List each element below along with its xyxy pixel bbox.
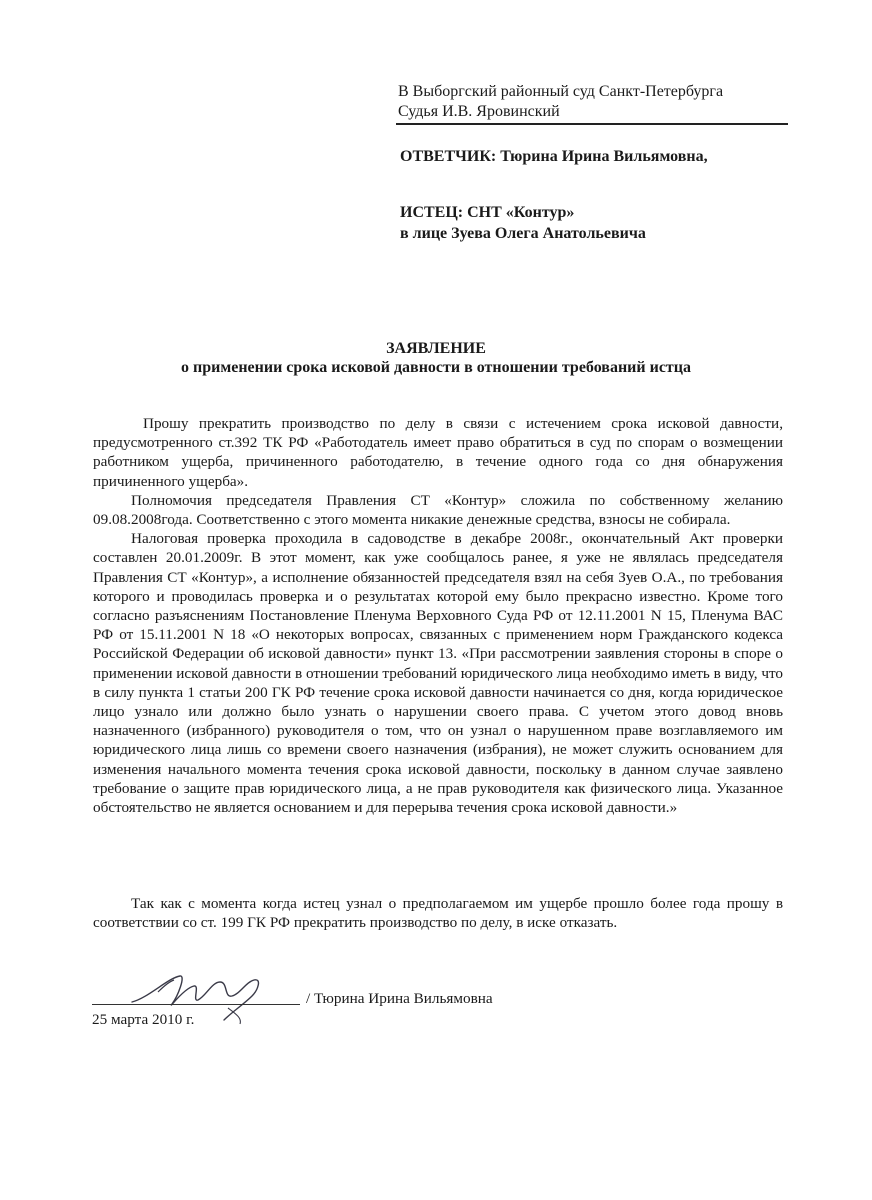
plaintiff-representative: в лице Зуева Олега Анатольевича [400, 225, 646, 242]
signatory-name: / Тюрина Ирина Вильямовна [306, 990, 493, 1007]
signature-line [92, 1004, 300, 1005]
court-name: В Выборгский районный суд Санкт-Петербурга [398, 83, 724, 100]
document-subheading: о применении срока исковой давности в отношении требований истца [180, 359, 691, 376]
addressee-block [398, 82, 790, 122]
paragraph-2: Полномочия председателя Правления СТ «Контур» сложила по собственному желанию 09.08.2008года. Соответственно с этого момента никакие денежные средства, взносы не собирала. [93, 491, 783, 529]
closing-block [93, 894, 783, 932]
document-heading: ЗАЯВЛЕНИЕ [386, 340, 486, 357]
plaintiff-label: ИСТЕЦ: [400, 204, 464, 221]
signature-date: 25 марта 2010 г. [92, 1011, 195, 1028]
paragraph-4: Так как с момента когда истец узнал о предполагаемом им ущербе прошло более года прошу в соответствии со ст. 199 ГК РФ прекратить производство по делу, в иске отказать. [93, 895, 783, 932]
document-body [93, 414, 783, 817]
addressee-underline [396, 123, 788, 125]
judge-name: Судья И.В. Яровинский [398, 103, 560, 120]
paragraph-1: Прошу прекратить производство по делу в связи с истечением срока исковой давности, предусмотренного ст.392 ТК РФ «Работодатель имеет право обратиться в суд по спорам о возмещении работником ущерба, причиненного работодателю, в течение одного года со дня обнаружения причиненного ущерба». [93, 415, 783, 490]
plaintiff-name: СНТ «Контур» [467, 204, 575, 221]
defendant-line [400, 146, 708, 167]
plaintiff-block [400, 202, 646, 244]
paragraph-3: Налоговая проверка проходила в садоводстве в декабре 2008г., окончательный Акт проверки составлен 20.01.2009г. В этот момент, как уже сообщалось ранее, я уже не являлась председателя Правления СТ «Контур», а исполнение обязанностей председателя взял на себя Зуев О.А., по требования которого и проводилась проверка и о результатах которой ему было прекрасно известно. Кроме того согласно разъяснениям Постановление Пленума Верховного Суда РФ от 12.11.2001 N 15, Пленума ВАС РФ от 15.11.2001 N 18 «О некоторых вопросах, связанных с применением норм Гражданского кодекса Российской Федерации об исковой давности» пункт 13. «При рассмотрении заявления стороны в споре о применении исковой давности в отношении требований юридического лица необходимо иметь в виду, что в силу пункта 1 статьи 200 ГК РФ течение срока исковой давности начинается со дня, когда юридическое лицо узнало или должно было узнать о нарушении своего права. С учетом этого довод вновь назначенного (избранного) руководителя о том, что он узнал о нарушенном праве возглавляемого им юридического лица лишь со времени своего назначения (избрания), не может служить основанием для изменения начального момента течения срока исковой давности, поскольку в данном случае заявлено требование о защите прав юридического лица, а не прав руководителя как физического лица. Указанное обстоятельство не является основанием и для перерыва течения срока исковой давности.» [93, 530, 783, 817]
defendant-label: ОТВЕТЧИК: [400, 148, 497, 165]
defendant-name: Тюрина Ирина Вильямовна, [500, 148, 708, 165]
